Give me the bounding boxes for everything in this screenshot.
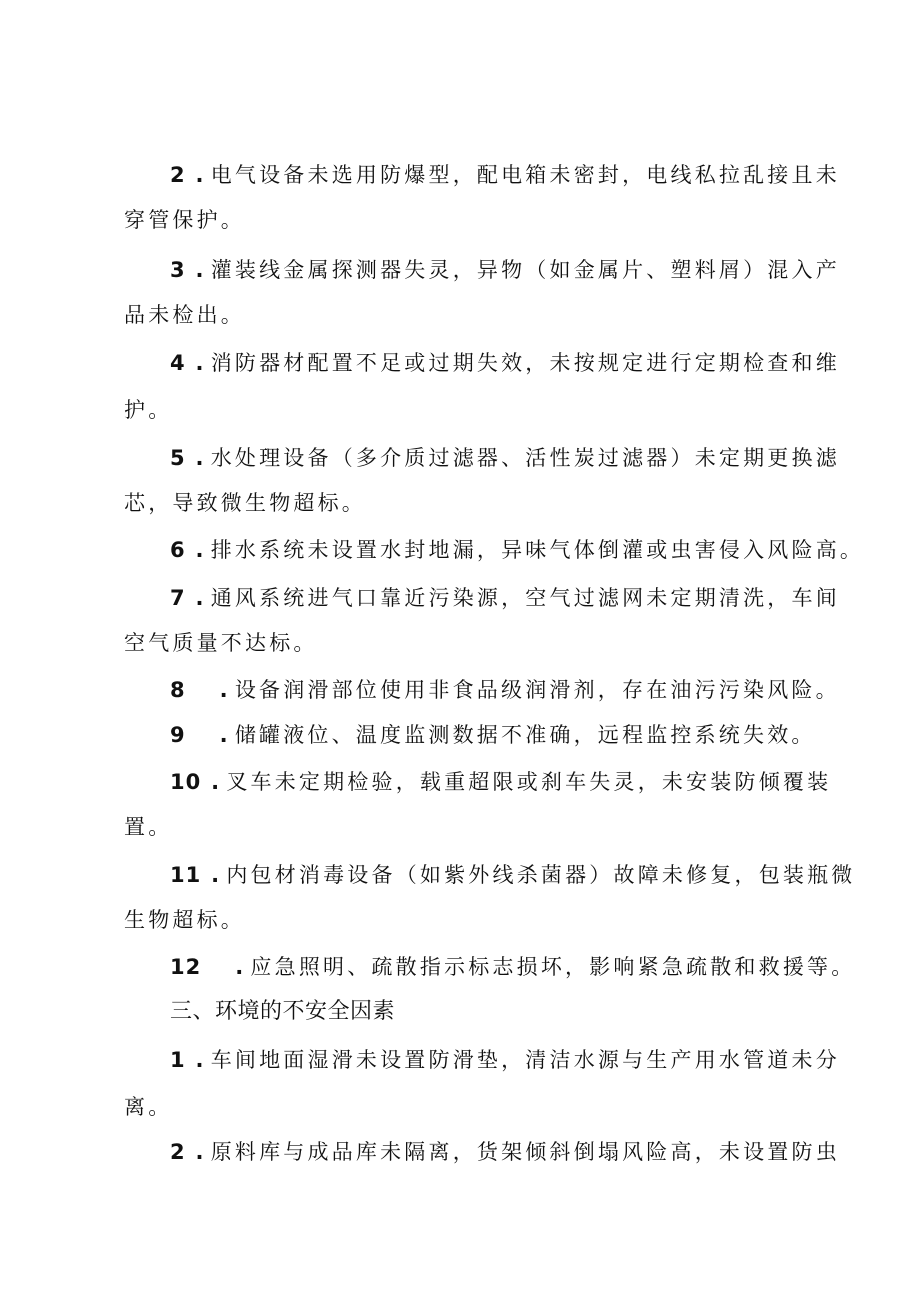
list-item xyxy=(170,443,840,473)
item-number: 2 xyxy=(170,1140,186,1164)
item-dot: . xyxy=(195,351,207,375)
item-dot: . xyxy=(195,1048,207,1072)
list-item xyxy=(170,952,855,982)
item-dot: . xyxy=(195,586,207,610)
item-number: 6 xyxy=(170,538,186,562)
item-dot: . xyxy=(211,770,223,794)
list-item xyxy=(170,535,864,565)
item-number: 11 xyxy=(170,863,202,887)
section-heading: 三、环境的不安全因素 xyxy=(170,999,396,1024)
item-number: 7 xyxy=(170,586,186,610)
item-text: 内包材消毒设备（如紫外线杀菌器）故障未修复，包装瓶微 xyxy=(226,863,856,887)
list-item xyxy=(170,160,840,190)
item-text: 原料库与成品库未隔离，货架倾斜倒塌风险高，未设置防虫 xyxy=(210,1140,840,1164)
list-item-continuation: 护。 xyxy=(124,398,173,422)
item-number: 9 xyxy=(170,723,186,747)
item-number: 1 xyxy=(170,1048,186,1072)
item-dot: . xyxy=(195,446,207,470)
item-text: 电气设备未选用防爆型，配电箱未密封，电线私拉乱接且未 xyxy=(210,163,840,187)
item-text: 车间地面湿滑未设置防滑垫，清洁水源与生产用水管道未分 xyxy=(210,1048,840,1072)
list-item xyxy=(170,583,840,613)
item-number: 2 xyxy=(170,163,186,187)
item-number: 8 xyxy=(170,678,186,702)
item-dot: . xyxy=(195,538,207,562)
list-item xyxy=(170,255,840,285)
list-item xyxy=(170,348,840,378)
item-text: 灌装线金属探测器失灵，异物（如金属片、塑料屑）混入产 xyxy=(210,258,840,282)
list-item-continuation: 离。 xyxy=(124,1095,173,1119)
item-number: 5 xyxy=(170,446,186,470)
list-item-continuation: 品未检出。 xyxy=(124,303,245,327)
item-number: 10 xyxy=(170,770,202,794)
list-item xyxy=(170,767,831,797)
item-number: 3 xyxy=(170,258,186,282)
item-dot: . xyxy=(195,163,207,187)
list-item xyxy=(170,720,816,750)
item-text: 水处理设备（多介质过滤器、活性炭过滤器）未定期更换滤 xyxy=(210,446,840,470)
item-dot: . xyxy=(195,1140,207,1164)
item-number: 4 xyxy=(170,351,186,375)
item-text: 排水系统未设置水封地漏，异味气体倒灌或虫害侵入风险高。 xyxy=(210,538,865,562)
list-item xyxy=(170,675,840,705)
item-text: 应急照明、疏散指示标志损坏，影响紧急疏散和救援等。 xyxy=(250,955,856,979)
list-item-continuation: 置。 xyxy=(124,815,173,839)
list-item-continuation: 空气质量不达标。 xyxy=(124,631,318,655)
list-item xyxy=(170,1137,840,1167)
item-dot: . xyxy=(195,258,207,282)
item-dot: . xyxy=(219,723,231,747)
item-text: 设备润滑部位使用非食品级润滑剂，存在油污污染风险。 xyxy=(234,678,840,702)
list-item xyxy=(170,1045,840,1075)
item-number: 12 xyxy=(170,955,202,979)
item-text: 通风系统进气口靠近污染源，空气过滤网未定期清洗，车间 xyxy=(210,586,840,610)
list-item xyxy=(170,860,856,890)
list-item-continuation: 穿管保护。 xyxy=(124,208,245,232)
item-text: 叉车未定期检验，载重超限或刹车失灵，未安装防倾覆装 xyxy=(226,770,832,794)
item-dot: . xyxy=(219,678,231,702)
item-text: 消防器材配置不足或过期失效，未按规定进行定期检查和维 xyxy=(210,351,840,375)
item-dot: . xyxy=(211,863,223,887)
item-dot: . xyxy=(235,955,247,979)
list-item-continuation: 生物超标。 xyxy=(124,908,245,932)
item-text: 储罐液位、温度监测数据不准确，远程监控系统失效。 xyxy=(234,723,816,747)
list-item-continuation: 芯，导致微生物超标。 xyxy=(124,491,366,515)
